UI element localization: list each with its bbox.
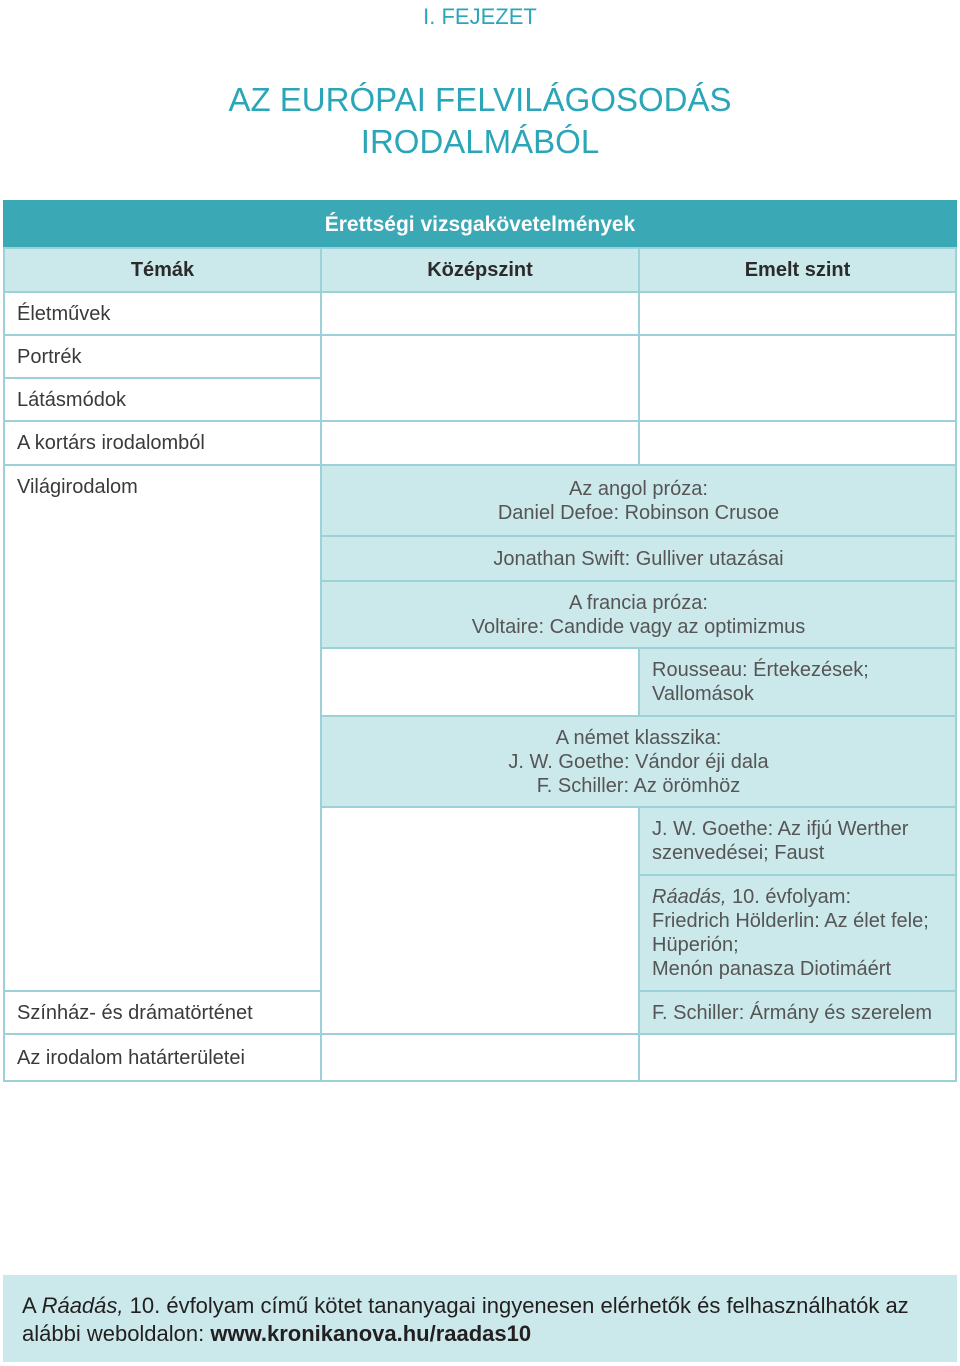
cell-line: Vallomások — [652, 683, 754, 705]
cell-line: Hüperión; — [652, 934, 739, 956]
cell-line: A francia próza: — [569, 591, 708, 614]
header-middle-level: Középszint — [320, 247, 640, 293]
cell-line: Voltaire: Candide vagy az optimizmus — [471, 615, 806, 638]
empty-cell — [320, 1033, 640, 1082]
cell-line: J. W. Goethe: Az ifjú Werther — [652, 818, 909, 840]
cell-line: F. Schiller: Az örömhöz — [536, 774, 741, 797]
info-prefix: A — [22, 1293, 42, 1318]
empty-cell — [638, 420, 957, 466]
info-line-2 — [22, 1320, 957, 1348]
cell-line: Menón panasza Diotimáért — [652, 958, 892, 980]
topic-cell: Színház- és drámatörténet — [3, 990, 322, 1035]
page-title — [0, 79, 960, 163]
theatre-cell — [638, 990, 957, 1035]
empty-cell — [320, 420, 640, 466]
topic-cell: Az irodalom határterületei — [3, 1033, 322, 1082]
english-prose-cell — [320, 464, 957, 537]
grade-label: 10. évfolyam: — [726, 886, 852, 908]
cell-line: J. W. Goethe: Vándor éji dala — [508, 750, 769, 773]
werther-cell — [638, 806, 957, 876]
info-line-1 — [22, 1292, 957, 1320]
topic-cell: Életművek — [3, 291, 322, 336]
empty-cell — [320, 334, 640, 422]
cell-line: szenvedései; Faust — [652, 842, 825, 864]
info-box — [3, 1275, 957, 1362]
cell-line: Az angol próza: — [569, 477, 708, 500]
cell-line: Friedrich Hölderlin: Az élet fele; — [652, 910, 929, 932]
cell-line: Rousseau: Értekezések; — [652, 659, 869, 681]
website-link[interactable]: www.kronikanova.hu/raadas10 — [210, 1321, 532, 1346]
topic-cell: A kortárs irodalomból — [3, 420, 322, 466]
cell-line: F. Schiller: Ármány és szerelem — [652, 1001, 933, 1024]
info-text: alábbi weboldalon: — [22, 1321, 211, 1346]
book-title: Ráadás, — [652, 886, 727, 908]
title-line-1: AZ EURÓPAI FELVILÁGOSODÁS — [228, 81, 732, 118]
hoelderlin-cell — [638, 874, 957, 992]
cell-line: Daniel Defoe: Robinson Crusoe — [497, 501, 780, 524]
table-caption: Érettségi vizsgakövetelmények — [3, 200, 957, 249]
header-advanced-level: Emelt szint — [638, 247, 957, 293]
cell-line: Jonathan Swift: Gulliver utazásai — [493, 547, 784, 570]
empty-cell — [638, 334, 957, 422]
chapter-label: I. FEJEZET — [423, 4, 537, 29]
empty-cell — [320, 806, 640, 1035]
empty-cell — [320, 647, 640, 717]
topic-cell: Portrék — [3, 334, 322, 379]
cell-line: A német klasszika: — [555, 726, 722, 749]
german-classic-cell — [320, 715, 957, 808]
info-text: 10. évfolyam című kötet tananyagai ingyenesen elérhetők és felhasználhatók az — [123, 1293, 909, 1318]
french-prose-cell — [320, 580, 957, 649]
rousseau-cell — [638, 647, 957, 717]
header-topics: Témák — [3, 247, 322, 293]
empty-cell — [638, 291, 957, 336]
title-line-2: IRODALMÁBÓL — [360, 123, 600, 160]
empty-cell — [638, 1033, 957, 1082]
empty-cell — [320, 291, 640, 336]
requirements-table — [3, 200, 957, 1082]
cell-line — [652, 885, 851, 909]
topic-cell: Látásmódok — [3, 377, 322, 422]
topic-cell: Világirodalom — [3, 464, 322, 992]
book-title: Ráadás, — [41, 1293, 124, 1318]
swift-cell — [320, 535, 957, 582]
